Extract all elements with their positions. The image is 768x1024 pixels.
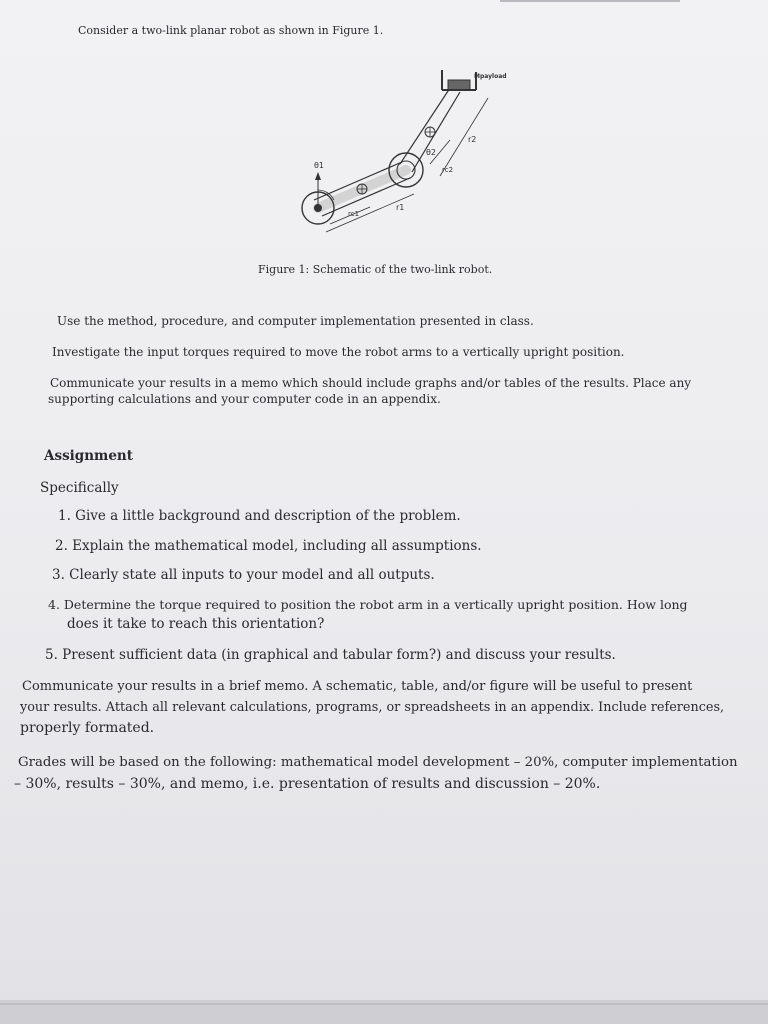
figure-caption: Figure 1: Schematic of the two-link robot. <box>258 263 493 276</box>
r1-label: r1 <box>396 203 405 212</box>
intro-text: Consider a two-link planar robot as shown in Figure 1. <box>78 24 384 37</box>
bottom-edge-line <box>0 1003 768 1005</box>
assignment-subheading: Specifically <box>40 480 119 496</box>
page-edge-line <box>500 0 680 2</box>
payload-label: Mpayload <box>474 73 507 80</box>
paragraph-communicate-line2: supporting calculations and your computer code in an appendix. <box>48 392 441 406</box>
r2-label: r2 <box>468 135 477 144</box>
theta2-label: θ2 <box>426 148 436 157</box>
assignment-item-4-cont: does it take to reach this orientation? <box>67 616 325 632</box>
assignment-item-4: 4. Determine the torque required to position the robot arm in a vertically upright position. How long <box>48 597 688 612</box>
memo-line-3: properly formated. <box>20 720 155 736</box>
paragraph-investigate: Investigate the input torques required to move the robot arms to a vertically upright position. <box>52 345 625 359</box>
theta1-label: θ1 <box>314 161 324 170</box>
assignment-item-2: 2. Explain the mathematical model, including all assumptions. <box>55 538 482 554</box>
robot-schematic <box>290 60 530 260</box>
assignment-item-3: 3. Clearly state all inputs to your model and all outputs. <box>52 567 435 583</box>
assignment-item-1: 1. Give a little background and description of the problem. <box>58 508 461 524</box>
paragraph-method: Use the method, procedure, and computer implementation presented in class. <box>57 314 534 328</box>
rc2-label: rc2 <box>442 166 454 174</box>
rc1-label: rc1 <box>348 210 360 218</box>
assignment-item-5: 5. Present sufficient data (in graphical and tabular form?) and discuss your results. <box>45 647 616 663</box>
assignment-heading: Assignment <box>44 448 133 464</box>
paragraph-communicate-line1: Communicate your results in a memo which should include graphs and/or tables of the results. Place any <box>50 376 692 390</box>
grades-line-2: – 30%, results – 30%, and memo, i.e. presentation of results and discussion – 20%. <box>14 776 601 792</box>
memo-line-2: your results. Attach all relevant calculations, programs, or spreadsheets in an appendix. Include references, <box>20 700 725 715</box>
grades-line-1: Grades will be based on the following: mathematical model development – 20%, computer implementation <box>18 755 738 770</box>
memo-line-1: Communicate your results in a brief memo. A schematic, table, and/or figure will be useful to present <box>22 679 693 694</box>
page-bottom-edge <box>0 1000 768 1024</box>
